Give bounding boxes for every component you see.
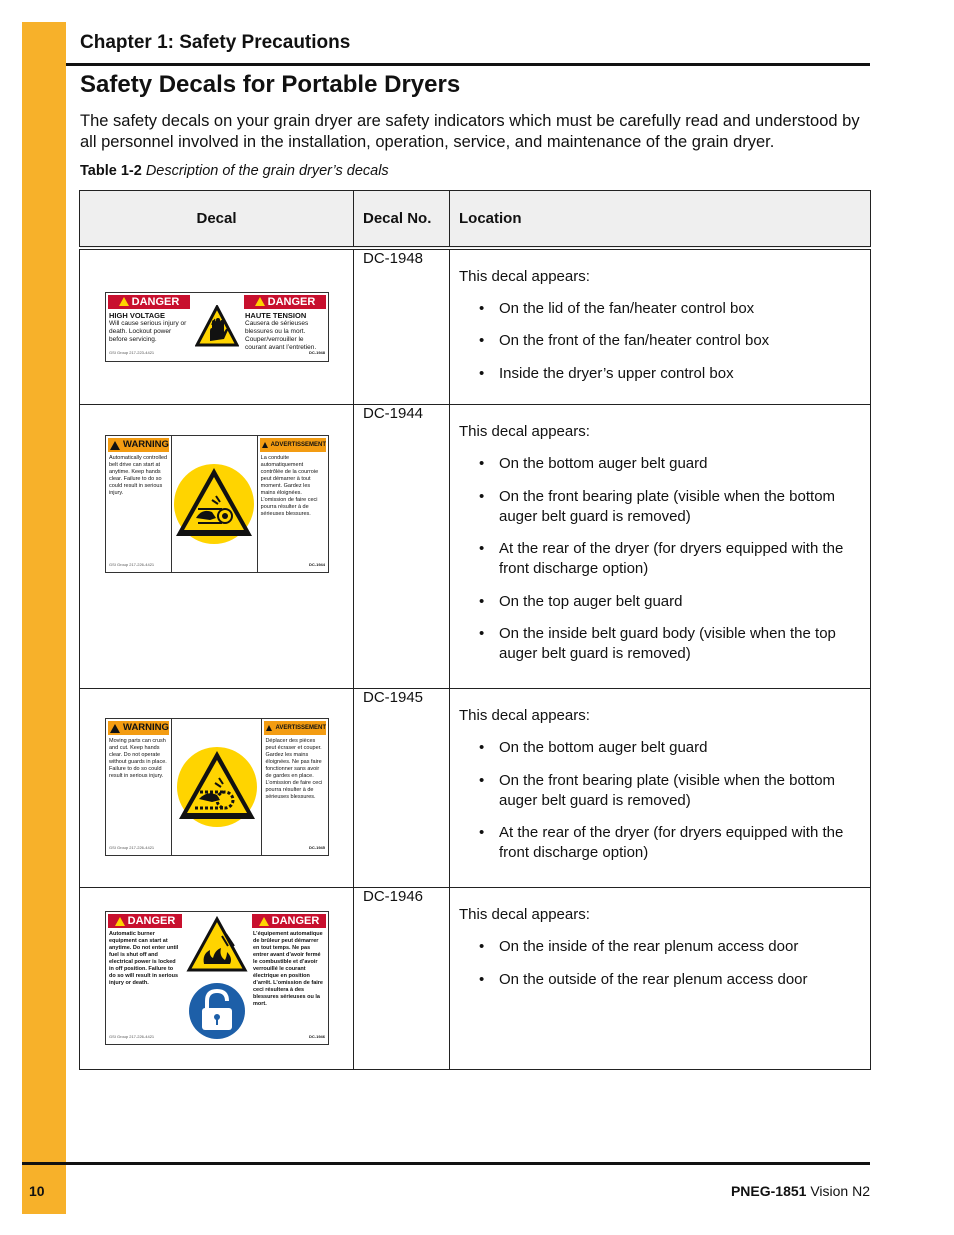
page-number: 10 [29,1183,45,1199]
decal-image-dc-1945 [105,718,329,856]
decal-pictogram [171,436,258,572]
decal-pictogram [192,293,242,361]
table-row [80,405,871,689]
warning-header [260,438,326,452]
decal-panel-english [106,719,171,855]
decal-panel-english [106,293,192,361]
decal-panel-english [106,912,184,1044]
location-cell [450,405,871,689]
warning-header [108,438,169,452]
hazard-triangle-icon [266,725,272,731]
location-cell [450,689,871,888]
location-list [459,738,860,863]
decal-number: DC-1948 [354,248,450,405]
hazard-triangle-icon [115,917,125,926]
burner-flame-hazard-icon [186,916,248,974]
table-row [80,248,871,405]
list-item: • On the outside of the rear plenum access door [459,970,860,990]
intro-paragraph: The safety decals on your grain dryer are safety indicators which must be carefully read and understood by all personnel involved in the installation, operation, service, and maintenance of the grain dryer. [80,112,860,151]
decal-number: DC-1944 [354,405,450,689]
decal-footer-right [253,1033,325,1042]
column-header-location: Location [450,191,871,248]
decal-header-text: ADVERTISSEMENT [270,442,326,448]
decal-number: DC-1946 [354,888,450,1070]
doc-code: PNEG-1851 [730,1183,807,1199]
decal-footer-number: DC-1946 [308,1033,325,1039]
decal-cell [80,248,354,405]
decal-header-text: AVERTISSEMENT [275,725,326,731]
decal-footer-company: GSI Group 217-226-4421 [109,1033,155,1039]
decal-title: HIGH VOLTAGE [109,310,165,320]
hazard-triangle-icon [259,917,269,926]
chain-drive-crush-icon [175,745,259,829]
decal-title: HAUTE TENSION [245,310,307,320]
decal-header-text: DANGER [127,915,176,927]
decal-header-text: DANGER [267,295,316,308]
hazard-triangle-icon [110,724,120,733]
decal-footer-right [261,561,325,570]
table-caption [80,163,389,179]
padlock-mandatory-icon [188,982,246,1040]
danger-header [108,295,190,309]
decal-panel-french [242,293,328,361]
appears-label: This decal appears: [459,267,590,285]
location-cell [450,888,871,1070]
decal-body: Déplacer des pièces peut écraser et couper. Gardez les mains éloignées. Ne pas faire fonctionner sans avoir de gardes en place. L’omission de faire ceci pourra résulter à de sérieuses blessures. [265,738,323,800]
chapter-side-bar [22,22,66,1214]
decal-footer-left [109,844,168,853]
caption-label: Table 1-2 [80,163,142,179]
list-item: • On the inside belt guard body (visible when the top auger belt guard is removed) [459,624,860,664]
decal-header-text: DANGER [131,295,180,308]
decal-footer-left [109,349,189,358]
hazard-triangle-icon [255,297,265,306]
decal-footer-left [109,561,168,570]
decal-body: L’équipement automatique de brûleur peut démarrer en tout temps. Ne pas entrer avant d’avoir fermé le combustible et d’avoir verrouillé le courant électrique en position d’arrêt. L’omission de faire ceci résultera à des blessures sérieuses ou la mort. [253,931,323,1007]
list-item: • On the front of the fan/heater control box [459,331,860,351]
decal-footer-left [109,1033,181,1042]
document-id [731,1183,870,1199]
decals-table [79,190,871,1070]
table-header-row [80,191,871,248]
decal-body: Automatically controlled belt drive can start at anytime. Keep hands clear. Failure to do so could result in serious injury. [109,455,168,496]
decal-footer-company: GSI Group 217-223-4421 [109,350,155,355]
table-row [80,689,871,888]
decal-footer-company: GSI Group 217-226-4421 [109,844,155,850]
list-item: • At the rear of the dryer (for dryers equipped with the front discharge option) [459,823,860,863]
decal-body: La conduite automatiquement contrôlée de la courroie peut démarrer à tout moment. Gardez les mains éloignées. L’omission de faire ceci pourra résulter à de sérieuses blessures. [260,455,319,517]
decal-panel-french [262,719,328,855]
decal-footer-number: DC-1948 [308,350,325,355]
decal-footer-company: GSI Group 217-226-4421 [109,561,155,567]
column-header-decal-no: Decal No. [354,191,450,248]
danger-header [252,914,326,928]
appears-label: This decal appears: [459,707,590,724]
location-list [459,454,860,664]
list-item: • On the lid of the fan/heater control box [459,299,860,319]
electric-shock-hand-icon [195,305,239,349]
header-rule [66,63,870,66]
decal-cell [80,689,354,888]
decal-body: Moving parts can crush and cut. Keep hands clear. Do not operate without guards in place. Failure to do so could result in serious injury. [109,738,167,779]
list-item: • On the bottom auger belt guard [459,738,860,758]
danger-header [108,914,182,928]
decal-body: Causera de sérieuses blessures ou la mort. Couper/verrouiller le courant avant l’entretien. [245,320,317,351]
decal-footer-right [245,349,325,358]
danger-header [244,295,326,309]
location-list [459,937,860,990]
decal-header-text: WARNING [123,439,169,450]
list-item: • At the rear of the dryer (for dryers equipped with the front discharge option) [459,539,860,579]
location-list [459,299,860,384]
page-title: Safety Decals for Portable Dryers [80,71,461,98]
hazard-triangle-icon [119,297,129,306]
appears-label: This decal appears: [459,423,590,440]
appears-label: This decal appears: [459,906,590,923]
caption-text: Description of the grain dryer’s decals [145,163,389,179]
warning-header [264,721,326,735]
location-cell [450,248,871,405]
decal-image-dc-1946 [105,911,329,1045]
decal-cell [80,405,354,689]
decal-cell [80,888,354,1070]
list-item: • On the top auger belt guard [459,592,860,612]
list-item: • On the bottom auger belt guard [459,454,860,474]
decal-body: Automatic burner equipment can start at anytime. Do not enter until fuel is shut off and electrical power is locked in off position. Failure to do so will result in serious injury or death. [109,931,179,986]
decal-image-dc-1948 [105,292,329,362]
list-item: • Inside the dryer’s upper control box [459,364,860,384]
decal-panel-french [258,436,328,572]
list-item: • On the front bearing plate (visible when the bottom auger belt guard is removed) [459,487,860,527]
doc-name: Vision N2 [810,1183,870,1199]
warning-header [108,721,169,735]
decal-pictogram [184,912,250,1044]
hazard-triangle-icon [262,442,268,448]
chapter-heading: Chapter 1: Safety Precautions [80,32,351,53]
table-row [80,888,871,1070]
list-item: • On the inside of the rear plenum access door [459,937,860,957]
belt-drive-entanglement-icon [172,462,256,546]
decal-footer-number: DC-1945 [308,844,325,850]
decal-footer-number: DC-1944 [308,561,325,567]
decal-image-dc-1944 [105,435,329,573]
decal-panel-french [250,912,328,1044]
hazard-triangle-icon [110,441,120,450]
decal-panel-english [106,436,171,572]
decal-footer-right [265,844,325,853]
decal-number: DC-1945 [354,689,450,888]
decal-body: Will cause serious injury or death. Lockout power before servicing. [109,320,187,343]
decal-pictogram [171,719,263,855]
list-item: • On the front bearing plate (visible when the bottom auger belt guard is removed) [459,771,860,811]
decal-header-text: DANGER [271,915,320,927]
decal-header-text: WARNING [123,722,169,733]
column-header-decal: Decal [80,191,354,248]
footer-rule [22,1162,870,1165]
